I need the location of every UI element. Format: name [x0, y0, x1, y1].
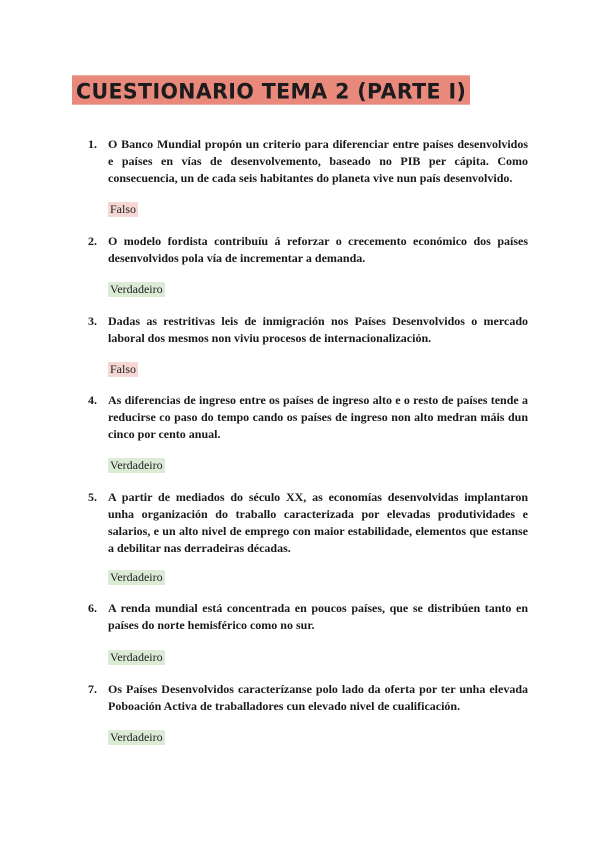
question-text: O modelo fordista contribuíu á reforzar o crecemento económico dos países desenvolvidos pola vía de incrementar a demanda. — [108, 234, 528, 265]
question-number: 7. — [88, 682, 97, 696]
question-item — [88, 489, 528, 584]
page-title: CUESTIONARIO TEMA 2 (PARTE I) — [72, 75, 470, 104]
question-item — [88, 600, 528, 664]
answer-label: Falso — [110, 202, 137, 216]
question-item — [88, 233, 528, 296]
question-text: A renda mundial está concentrada en poucos países, que se distribúen tanto en países do norte hemisférico como no sur. — [108, 601, 528, 632]
question-item — [88, 392, 528, 472]
answer-label: Verdadeiro — [110, 650, 163, 664]
question-number: 6. — [88, 601, 97, 615]
question-text: O Banco Mundial propón un criterio para diferenciar entre países desenvolvidos e países en vías de desenvolvemento, baseado no PIB per cápita. Como consecuencia, un de cada seis habitantes do planeta vive nun país desenvolvido. — [108, 137, 528, 185]
question-number: 5. — [88, 490, 97, 504]
answer-label: Verdadeiro — [110, 730, 163, 744]
answer-label: Verdadeiro — [110, 458, 163, 472]
question-number: 1. — [88, 137, 97, 151]
question-item — [88, 313, 528, 376]
question-item — [88, 136, 528, 216]
question-number: 2. — [88, 234, 97, 248]
question-text: Os Países Desenvolvidos caracterízanse polo lado da oferta por ter unha elevada Poboación Activa de traballadores cun elevado nivel de cualificación. — [108, 682, 528, 713]
question-text: A partir de mediados do século XX, as economías desenvolvidas implantaron unha organización do traballo caracterizada por elevadas produtividades e salarios, e un alto nivel de emprego con maior estabilidade, elementos que estanse a debilitar nas derradeiras décadas. — [108, 490, 528, 555]
title-block — [72, 76, 470, 104]
answer-label: Falso — [110, 362, 137, 376]
question-item — [88, 681, 528, 744]
question-number: 4. — [88, 393, 97, 407]
question-text: Dadas as restritivas leis de inmigración nos Países Desenvolvidos o mercado laboral dos mesmos non viviu procesos de internacionalización. — [108, 314, 528, 345]
question-text: As diferencias de ingreso entre os países de ingreso alto e o resto de países tende a reducirse co paso do tempo cando os países de ingreso non alto medran máis dun cinco por cento anual. — [108, 393, 528, 441]
answer-label: Verdadeiro — [110, 570, 163, 584]
answer-label: Verdadeiro — [110, 282, 163, 296]
question-number: 3. — [88, 314, 97, 328]
